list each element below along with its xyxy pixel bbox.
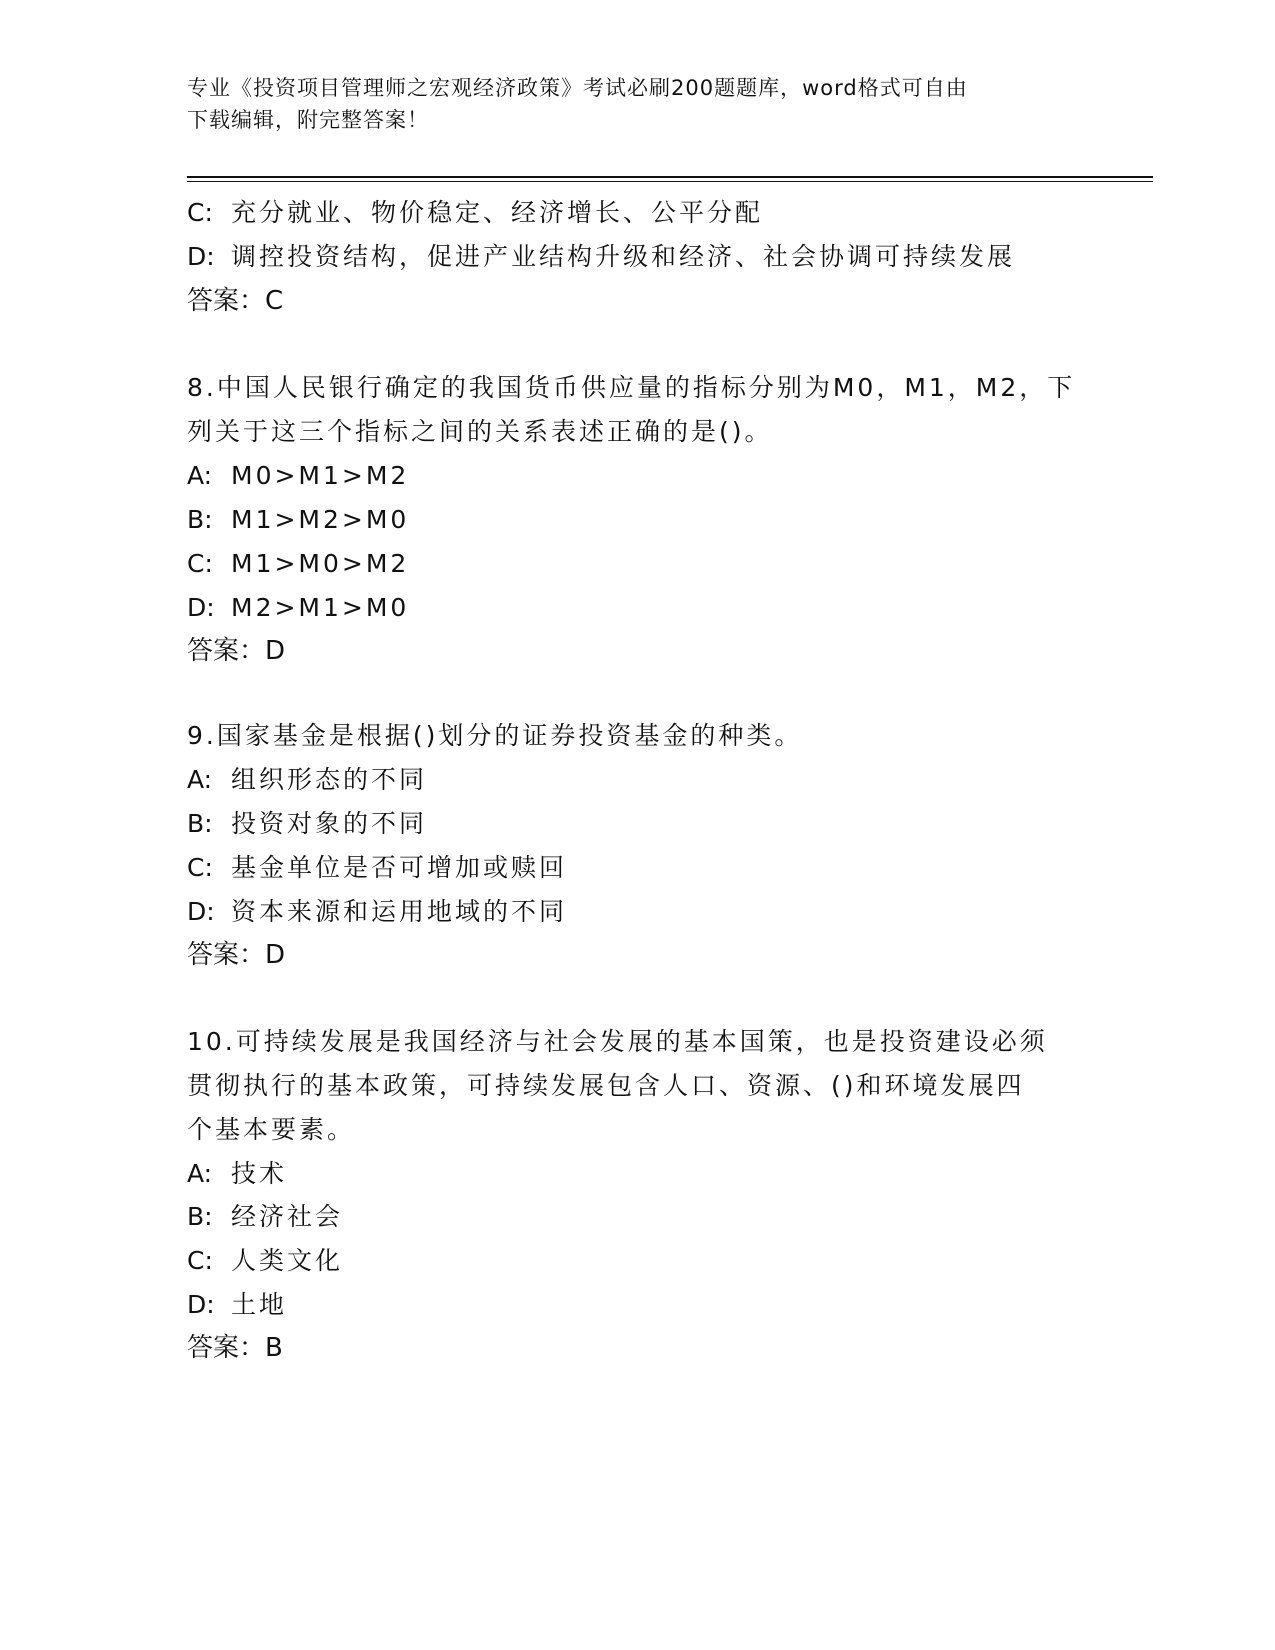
option-b (187, 807, 427, 841)
header-divider-thin (187, 181, 1153, 182)
option-text: 土地 (231, 1290, 288, 1319)
option-text: 经济社会 (231, 1202, 344, 1231)
page-header (187, 72, 1057, 136)
option-d (187, 895, 567, 929)
option-letter: D: (187, 1290, 215, 1319)
option-a (187, 1157, 287, 1191)
option-letter: C: (187, 1246, 213, 1275)
option-letter: B: (187, 809, 213, 838)
answer-line: 答案：B (187, 1333, 283, 1363)
option-text: 组织形态的不同 (231, 765, 428, 794)
question-text-line: 列关于这三个指标之间的关系表述正确的是()。 (187, 417, 773, 446)
question-text-line: 9.国家基金是根据()划分的证券投资基金的种类。 (187, 721, 803, 750)
option-letter: A: (187, 1159, 213, 1188)
option-c (187, 1244, 343, 1278)
option-a (187, 459, 409, 493)
option-text: M0>M1>M2 (231, 461, 410, 490)
option-text: 技术 (231, 1159, 288, 1188)
option-letter: B: (187, 505, 213, 534)
option-b (187, 503, 409, 537)
header-divider-thick (187, 176, 1153, 178)
option-letter: D: (187, 897, 215, 926)
question-text-line: 个基本要素。 (187, 1115, 356, 1144)
option-text: 基金单位是否可增加或赎回 (231, 853, 568, 882)
answer-line: 答案：D (187, 940, 286, 970)
option-d (187, 1288, 287, 1322)
answer-line: 答案：D (187, 636, 286, 666)
option-d (187, 591, 409, 625)
option-text: 资本来源和运用地域的不同 (231, 897, 568, 926)
answer-line: 答案：C (187, 286, 284, 316)
option-letter: C: (187, 198, 213, 227)
option-c (187, 547, 409, 581)
option-letter: D: (187, 593, 215, 622)
question-text-line: 10.可持续发展是我国经济与社会发展的基本国策，也是投资建设必须 (187, 1027, 1048, 1056)
option-b (187, 1200, 343, 1234)
question-text-line: 贯彻执行的基本政策，可持续发展包含人口、资源、()和环境发展四 (187, 1071, 1025, 1100)
option-letter: C: (187, 853, 213, 882)
question-text-line: 8.中国人民银行确定的我国货币供应量的指标分别为M0，M1，M2，下 (187, 373, 1076, 402)
option-text: 人类文化 (231, 1246, 344, 1275)
option-letter: D: (187, 242, 215, 271)
option-text: 调控投资结构，促进产业结构升级和经济、社会协调可持续发展 (231, 242, 1016, 271)
option-letter: C: (187, 549, 213, 578)
option-a (187, 763, 427, 797)
option-text: M1>M0>M2 (231, 549, 410, 578)
option-text: 投资对象的不同 (231, 809, 428, 838)
header-line-2: 下载编辑，附完整答案！ (187, 108, 429, 132)
option-text: M1>M2>M0 (231, 505, 410, 534)
header-line-1: 专业《投资项目管理师之宏观经济政策》考试必刷200题题库，word格式可自由 (187, 76, 968, 100)
option-letter: A: (187, 765, 213, 794)
option-c (187, 196, 763, 230)
option-letter: A: (187, 461, 213, 490)
option-d (187, 240, 1015, 274)
option-text: M2>M1>M0 (231, 593, 410, 622)
option-c (187, 851, 567, 885)
option-letter: B: (187, 1202, 213, 1231)
option-text: 充分就业、物价稳定、经济增长、公平分配 (231, 198, 764, 227)
